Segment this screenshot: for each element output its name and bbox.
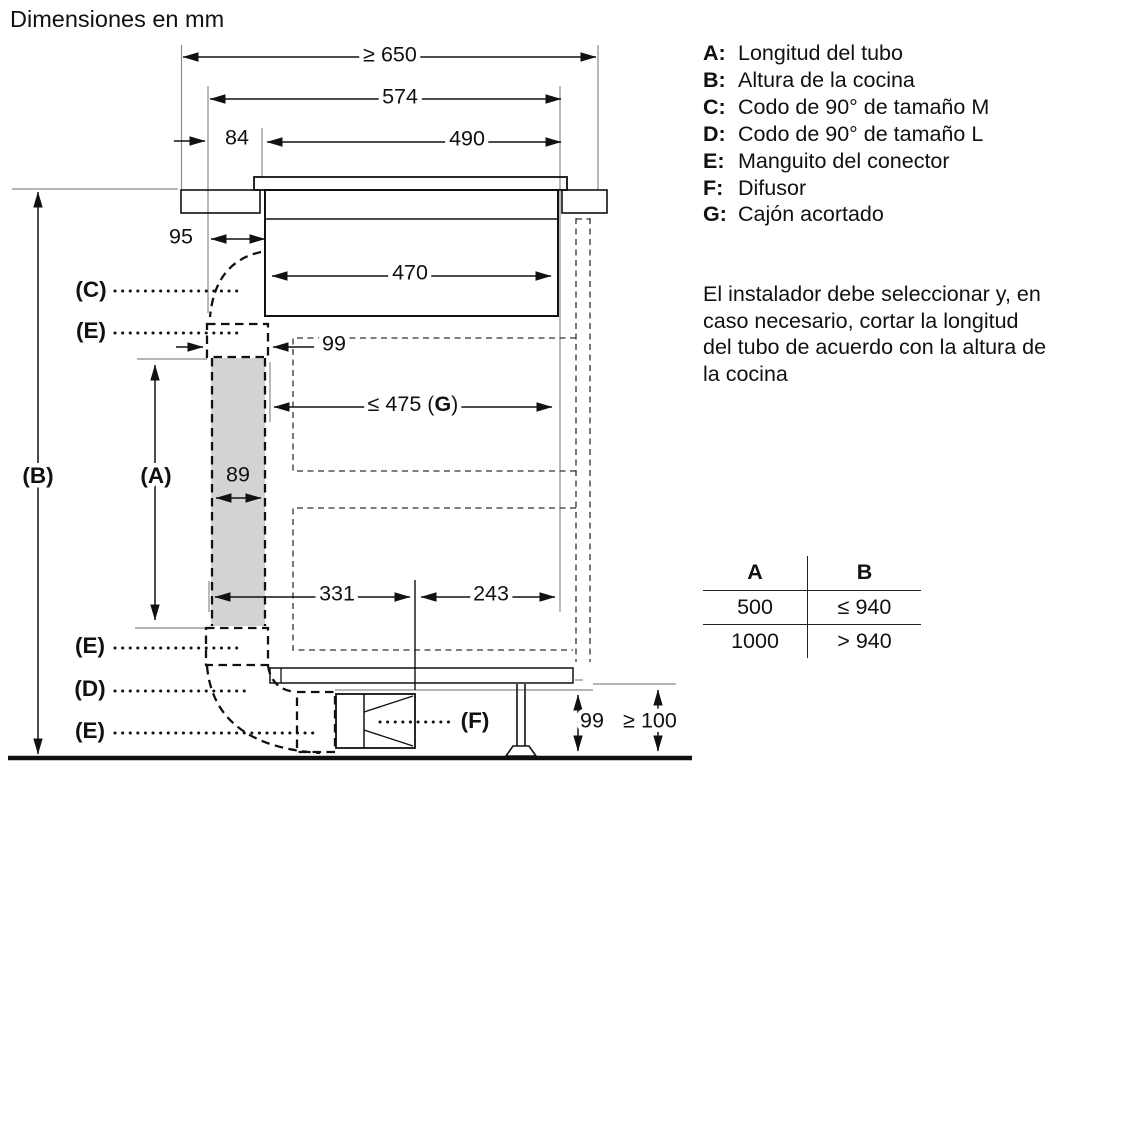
table-cell: ≤ 940 bbox=[808, 591, 921, 625]
legend-item-g bbox=[703, 201, 989, 228]
legend-key: G: bbox=[703, 202, 727, 227]
dim-490: 490 bbox=[449, 126, 485, 151]
table-cell: > 940 bbox=[837, 629, 892, 653]
label-diffuser-f: (F) bbox=[460, 707, 490, 733]
leader-lines bbox=[115, 291, 452, 733]
label-elbow-c: (C) bbox=[75, 276, 107, 302]
legend-item-d bbox=[703, 121, 989, 148]
dim-min-100: ≥ 100 bbox=[623, 708, 677, 733]
label-sleeve-e3: (E) bbox=[75, 717, 105, 743]
hob-body bbox=[265, 190, 558, 316]
table-header-b: B bbox=[808, 556, 921, 591]
label-tube-a: (A) bbox=[140, 462, 172, 488]
legend-text: Manguito del conector bbox=[738, 148, 950, 173]
note-line: la cocina bbox=[703, 361, 788, 386]
installation-diagram bbox=[0, 0, 700, 790]
legend-item-c bbox=[703, 94, 989, 121]
dim-99-connector: 99 bbox=[322, 331, 346, 356]
dim-243: 243 bbox=[473, 581, 509, 606]
label-sleeve-e1: (E) bbox=[76, 317, 106, 343]
legend-item-f bbox=[703, 175, 989, 202]
elbow-c-shape bbox=[210, 252, 261, 317]
dim-drawer-475: ≤ 475 (G) bbox=[367, 391, 459, 416]
sleeve-e2-shape bbox=[206, 628, 268, 665]
note-line: El instalador debe seleccionar y, en bbox=[703, 282, 1041, 306]
legend-text: Codo de 90° de tamaño L bbox=[738, 121, 984, 146]
dim-574: 574 bbox=[382, 84, 418, 109]
table-header-row bbox=[703, 556, 921, 591]
dim-99-height: 99 bbox=[580, 708, 604, 733]
tube-height-table bbox=[703, 556, 921, 658]
table-row bbox=[703, 625, 921, 658]
table-cell: 500 bbox=[703, 591, 808, 625]
elbow-d-shape bbox=[207, 666, 320, 753]
legend-text: Longitud del tubo bbox=[738, 41, 903, 65]
sleeve-e1-shape bbox=[207, 324, 268, 357]
dim-331: 331 bbox=[319, 581, 355, 606]
note-line: caso necesario, cortar la longitud bbox=[703, 308, 1019, 333]
dim-84: 84 bbox=[225, 125, 249, 150]
legend-key: E: bbox=[703, 148, 725, 173]
legend-key: F: bbox=[703, 175, 724, 200]
legend-text: Altura de la cocina bbox=[738, 67, 915, 92]
dim-tube-89: 89 bbox=[226, 462, 250, 487]
worktop-left bbox=[181, 190, 260, 213]
cabinet-bottom-panel bbox=[270, 668, 573, 683]
note-line: del tubo de acuerdo con la altura de bbox=[703, 335, 1047, 360]
dim-min-width: ≥ 650 bbox=[363, 42, 417, 67]
legend-text: Cajón acortado bbox=[738, 202, 884, 227]
worktop-and-hob bbox=[181, 177, 607, 316]
table-header-a: A bbox=[703, 556, 808, 591]
legend-item-b bbox=[703, 67, 989, 94]
dim-470: 470 bbox=[392, 260, 428, 285]
tube-a-shape bbox=[211, 358, 265, 626]
legend-text: Difusor bbox=[738, 175, 807, 200]
installer-note bbox=[703, 281, 1046, 387]
label-sleeve-e2: (E) bbox=[75, 632, 105, 658]
legend-key: D: bbox=[703, 121, 726, 146]
leg-foot bbox=[506, 746, 536, 756]
legend-key: C: bbox=[703, 94, 726, 119]
table-cell: 1000 bbox=[703, 625, 808, 658]
sleeve-e3-shape bbox=[297, 692, 335, 752]
label-elbow-d: (D) bbox=[74, 675, 106, 701]
legend-item-e bbox=[703, 148, 989, 175]
hob-top-plate bbox=[254, 177, 567, 190]
legend-item-a bbox=[703, 40, 989, 67]
legend bbox=[703, 40, 989, 228]
legend-key: B: bbox=[703, 67, 726, 92]
label-height-b: (B) bbox=[22, 462, 54, 488]
table-row bbox=[703, 591, 921, 625]
legend-text: Codo de 90° de tamaño M bbox=[738, 94, 990, 119]
diagram-title: Dimensiones en mm bbox=[10, 6, 225, 32]
worktop-right bbox=[562, 190, 607, 213]
legend-key: A: bbox=[703, 41, 726, 65]
dim-95: 95 bbox=[169, 224, 193, 249]
